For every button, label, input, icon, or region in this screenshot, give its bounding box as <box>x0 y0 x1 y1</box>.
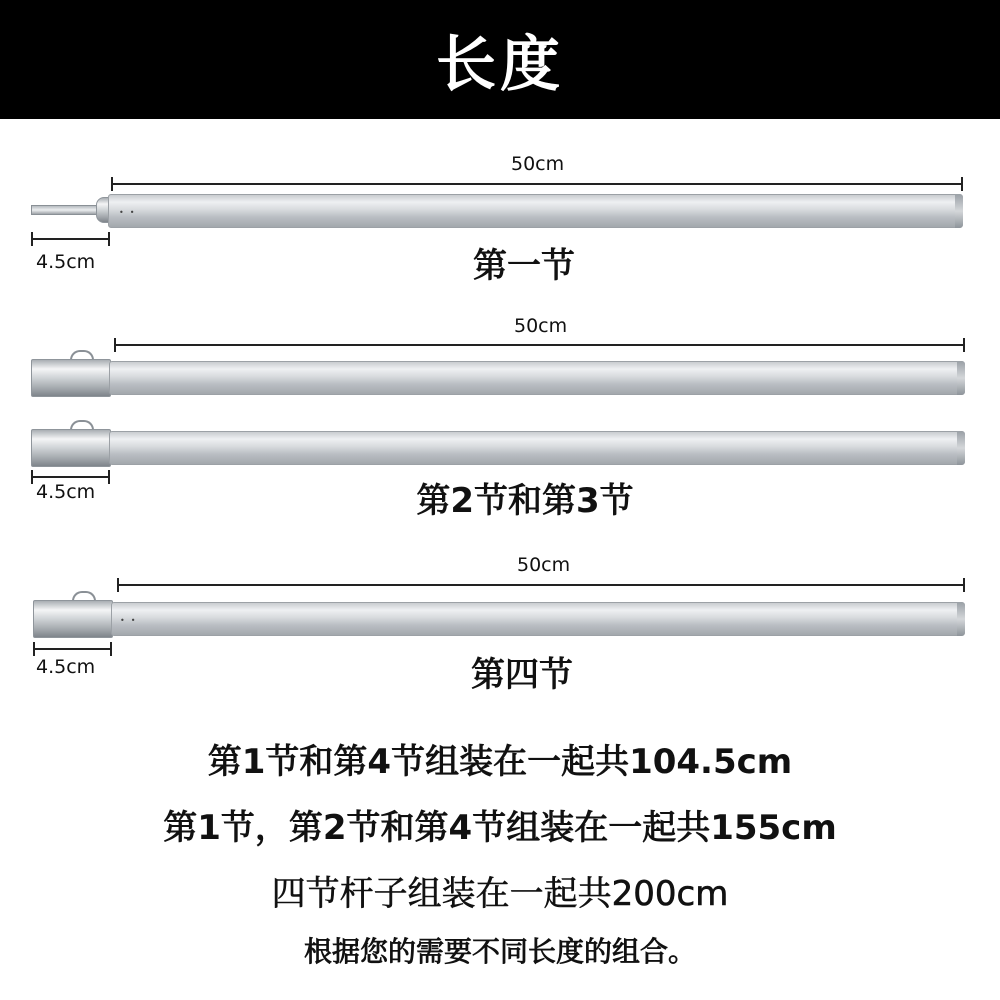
segment-4-pole: •• <box>111 602 965 636</box>
segment-2-3-title: 第2节和第3节 <box>416 481 634 521</box>
segment-2-sleeve <box>31 359 111 397</box>
segment-2-3-joint-label: 4.5cm <box>36 481 96 503</box>
segment-1-length-label: 50cm <box>511 153 565 175</box>
segment-4-sleeve <box>33 600 113 638</box>
segment-1-title: 第一节 <box>473 246 575 286</box>
segment-2-pole <box>109 361 965 395</box>
segment-2-3-length-dimension <box>114 338 965 352</box>
segment-4-length-dimension <box>117 578 965 592</box>
segment-3-sleeve <box>31 429 111 467</box>
segment-4-title: 第四节 <box>471 655 573 695</box>
segment-1-joint-label: 4.5cm <box>36 251 96 273</box>
segment-4-length-label: 50cm <box>517 554 571 576</box>
page-title: 长度 <box>436 29 564 100</box>
summary-line-4: 根据您的需要不同长度的组合。 <box>303 935 696 968</box>
summary-line-2: 第1节，第2节和第4节组装在一起共155cm <box>163 808 837 848</box>
segment-2-3-length-label: 50cm <box>514 315 568 337</box>
segment-1-joint-dimension <box>31 232 110 246</box>
segment-1-pole: •• <box>108 194 963 228</box>
header-bar <box>0 0 1000 119</box>
segment-4-joint-dimension <box>33 642 112 656</box>
summary-line-3: 四节杆子组装在一起共200cm <box>271 874 729 914</box>
summary-line-1: 第1节和第4节组装在一起共104.5cm <box>207 742 793 782</box>
segment-4-joint-label: 4.5cm <box>36 656 96 678</box>
segment-3-pole <box>109 431 965 465</box>
segment-1-length-dimension <box>111 177 963 191</box>
segment-1-spike <box>31 205 97 215</box>
